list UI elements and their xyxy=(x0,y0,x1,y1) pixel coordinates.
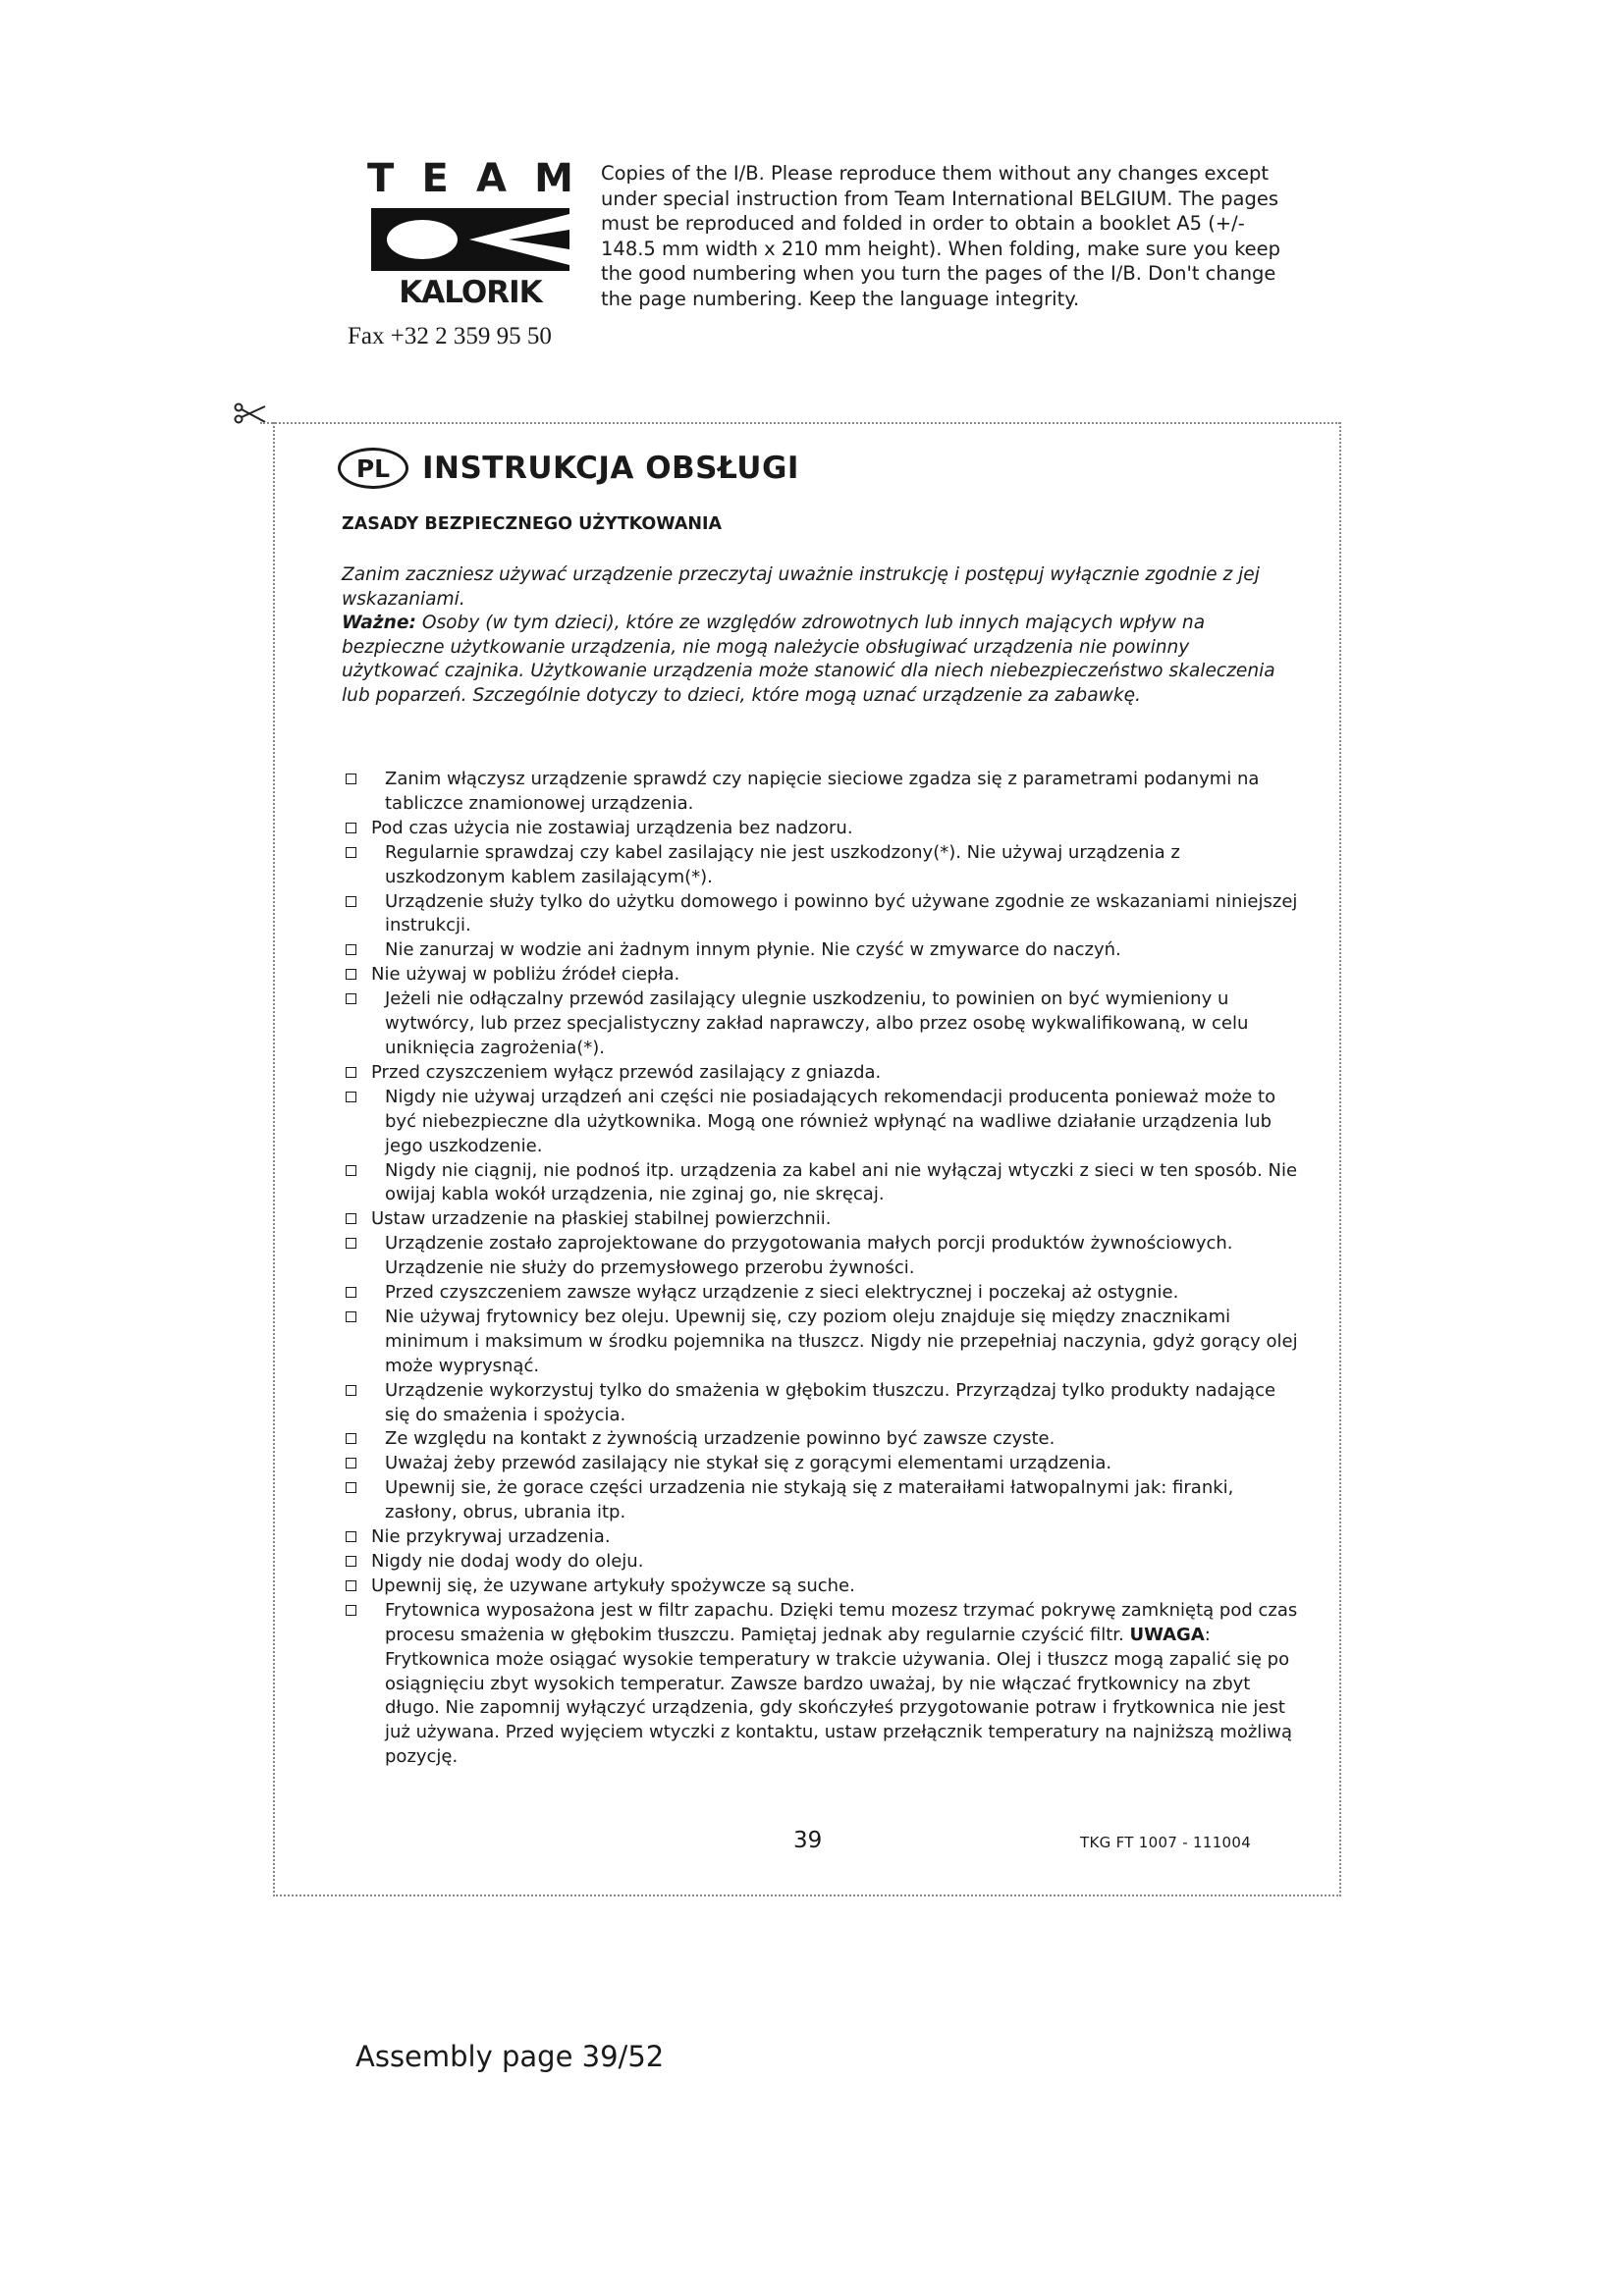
list-item: Uważaj żeby przewód zasilający nie stykał się z gorącymi elementami urządzenia. xyxy=(342,1452,1304,1476)
list-item: Jeżeli nie odłączalny przewód zasilający ulegnie uszkodzeniu, to powinien on być wymieniony u wytwórcy, lub przez specjalistyczny zakład naprawczy, albo przez osobę wykwalifikowaną, w celu uniknięcia zagrożenia(*). xyxy=(342,988,1304,1061)
logo-team-letters xyxy=(367,156,573,201)
important-note xyxy=(342,612,1292,708)
page-number: 39 xyxy=(793,1828,823,1853)
list-item: Pod czas użycia nie zostawiaj urządzenia bez nadzoru. xyxy=(342,817,1304,841)
scissors-icon xyxy=(234,402,267,428)
checkbox-bullet-icon xyxy=(346,1213,356,1224)
checkbox-bullet-icon xyxy=(346,1605,356,1616)
checkbox-bullet-icon xyxy=(346,1238,356,1249)
checkbox-bullet-icon xyxy=(346,1067,356,1078)
safety-rules-list xyxy=(342,768,1304,1770)
checkbox-bullet-icon xyxy=(346,1433,356,1444)
checkbox-bullet-icon xyxy=(346,1287,356,1298)
intro-paragraph xyxy=(342,563,1292,709)
list-item: Zanim włączysz urządzenie sprawdź czy napięcie sieciowe zgadza się z parametrami podanymi na tabliczce znamionowej urządzenia. xyxy=(342,768,1304,817)
assembly-page-label: Assembly page 39/52 xyxy=(355,2040,665,2073)
warning-text: : Frytkownica może osiągać wysokie temperatury w trakcie używania. Olej i tłuszcz mogą zapalić się po osiągnięciu zbyt wysokich temperatur. Zawsze bardzo uważaj, by nie włączać frytkownicy na zbyt długo. Nie zapomnij wyłączyć urządzenia, gdy skończyłeś przygotowanie potraw i frytkownica nie jest już używana. Przed wyjęciem wtyczki z kontaktu, ustaw przełącznik temperatury na najniższą możliwą pozycję. xyxy=(385,1624,1293,1768)
list-item: Przed czyszczeniem wyłącz przewód zasilający z gniazda. xyxy=(342,1061,1304,1086)
list-item: Nigdy nie używaj urządzeń ani części nie posiadających rekomendacji producenta ponieważ może to być niebezpieczne dla użytkownika. Mogą one również wpłynąć na wadliwe działanie urządzenia lub jego uszkodzenie. xyxy=(342,1086,1304,1159)
list-item xyxy=(342,1599,1304,1770)
warning-label: UWAGA xyxy=(1129,1624,1205,1645)
checkbox-bullet-icon xyxy=(346,944,356,955)
checkbox-bullet-icon xyxy=(346,1482,356,1493)
kalorik-logo-mark xyxy=(371,208,569,271)
list-item: Nie zanurzaj w wodzie ani żadnym innym płynie. Nie czyść w zmywarce do naczyń. xyxy=(342,938,1304,963)
logo-letter: E xyxy=(421,156,449,201)
fax-number: Fax +32 2 359 95 50 xyxy=(348,323,552,349)
language-badge: PL xyxy=(338,448,408,489)
checkbox-bullet-icon xyxy=(346,1165,356,1176)
manual-title-bar xyxy=(338,444,799,493)
section-heading: ZASADY BEZPIECZNEGO UŻYTKOWANIA xyxy=(342,514,723,534)
checkbox-bullet-icon xyxy=(346,1385,356,1396)
manual-title: INSTRUKCJA OBSŁUGI xyxy=(422,451,799,486)
checkbox-bullet-icon xyxy=(346,1556,356,1567)
list-item: Ze względu na kontakt z żywnością urzadzenie powinno być zawsze czyste. xyxy=(342,1427,1304,1452)
list-item: Urządzenie służy tylko do użytku domowego i powinno być używane zgodnie ze wskazaniami niniejszej instrukcji. xyxy=(342,890,1304,939)
intro-text: Zanim zaczniesz używać urządzenie przeczytaj uważnie instrukcję i postępuj wyłącznie zgodnie z jej wskazaniami. xyxy=(342,564,1260,610)
list-item: Nie przykrywaj urzadzenia. xyxy=(342,1525,1304,1550)
list-item: Nigdy nie dodaj wody do oleju. xyxy=(342,1550,1304,1575)
document-code: TKG FT 1007 - 111004 xyxy=(1080,1834,1252,1851)
list-item: Ustaw urzadzenie na płaskiej stabilnej powierzchnii. xyxy=(342,1207,1304,1232)
checkbox-bullet-icon xyxy=(346,1092,356,1102)
checkbox-bullet-icon xyxy=(346,823,356,833)
list-item: Urządzenie zostało zaprojektowane do przygotowania małych porcji produktów żywnościowych. Urządzenie nie służy do przemysłowego przerobu żywności. xyxy=(342,1232,1304,1281)
list-item: Regularnie sprawdzaj czy kabel zasilający nie jest uszkodzony(*). Nie używaj urządzenia z uszkodzonym kablem zasilającym(*). xyxy=(342,841,1304,890)
checkbox-bullet-icon xyxy=(346,1458,356,1468)
checkbox-bullet-icon xyxy=(346,896,356,907)
logo-letter: M xyxy=(534,156,573,201)
important-text: Osoby (w tym dzieci), które ze względów zdrowotnych lub innych mających wpływ na bezpieczne użytkowanie urządzenia, nie mogą należycie obsługiwać urządzenia nie powinny użytkować czajnika. Użytkowanie urządzenia może stanowić dla niech niebezpieczeństwo skaleczenia lub poparzeń. Szczególnie dotyczy to dzieci, które mogą uznać urządzenie za zabawkę. xyxy=(342,613,1275,706)
checkbox-bullet-icon xyxy=(346,1580,356,1591)
checkbox-bullet-icon xyxy=(346,847,356,858)
list-item: Nie używaj frytownicy bez oleju. Upewnij się, czy poziom oleju znajduje się między znacznikami minimum i maksimum w środku pojemnika na tłuszcz. Nigdy nie przepełniaj naczynia, gdyż gorący olej może wyprysnąć. xyxy=(342,1306,1304,1379)
checkbox-bullet-icon xyxy=(346,969,356,980)
list-item: Przed czyszczeniem zawsze wyłącz urządzenie z sieci elektrycznej i poczekaj aż ostygnie. xyxy=(342,1281,1304,1306)
checkbox-bullet-icon xyxy=(346,1531,356,1542)
logo-brand: KALORIK xyxy=(399,275,542,310)
logo-letter: T xyxy=(367,156,395,201)
list-item: Upewnij sie, że gorace części urzadzenia nie stykają się z materaiłami łatwopalnymi jak: firanki, zasłony, obrus, ubrania itp. xyxy=(342,1476,1304,1525)
filter-rule-text: Frytownica wyposażona jest w filtr zapachu. Dzięki temu mozesz trzymać pokrywę zamkniętą pod czas procesu smażenia w głębokim tłuszczu. Pamiętaj jednak aby regularnie czyścić filtr. xyxy=(385,1599,1298,1645)
checkbox-bullet-icon xyxy=(346,993,356,1004)
list-item: Nigdy nie ciągnij, nie podnoś itp. urządzenia za kabel ani nie wyłączaj wtyczki z sieci w ten sposób. Nie owijaj kabla wokół urządzenia, nie zginaj go, nie skręcaj. xyxy=(342,1159,1304,1208)
list-item: Upewnij się, że uzywane artykuły spożywcze są suche. xyxy=(342,1575,1304,1599)
checkbox-bullet-icon xyxy=(346,1311,356,1322)
reproduction-instructions: Copies of the I/B. Please reproduce them without any changes except under special instruction from Team International BELGIUM. The pages must be reproduced and folded in order to obtain a booklet A5 (+/- 148.5 mm width x 210 mm height). When folding, make sure you keep the good numbering when you turn the pages of the I/B. Don't change the page numbering. Keep the language integrity. xyxy=(601,162,1281,310)
list-item: Nie używaj w pobliżu źródeł ciepła. xyxy=(342,963,1304,988)
important-label: Ważne: xyxy=(342,613,416,634)
logo-letter: A xyxy=(476,156,507,201)
checkbox-bullet-icon xyxy=(346,774,356,784)
list-item: Urządzenie wykorzystuj tylko do smażenia w głębokim tłuszczu. Przyrządzaj tylko produkty nadające się do smażenia i spożycia. xyxy=(342,1379,1304,1428)
